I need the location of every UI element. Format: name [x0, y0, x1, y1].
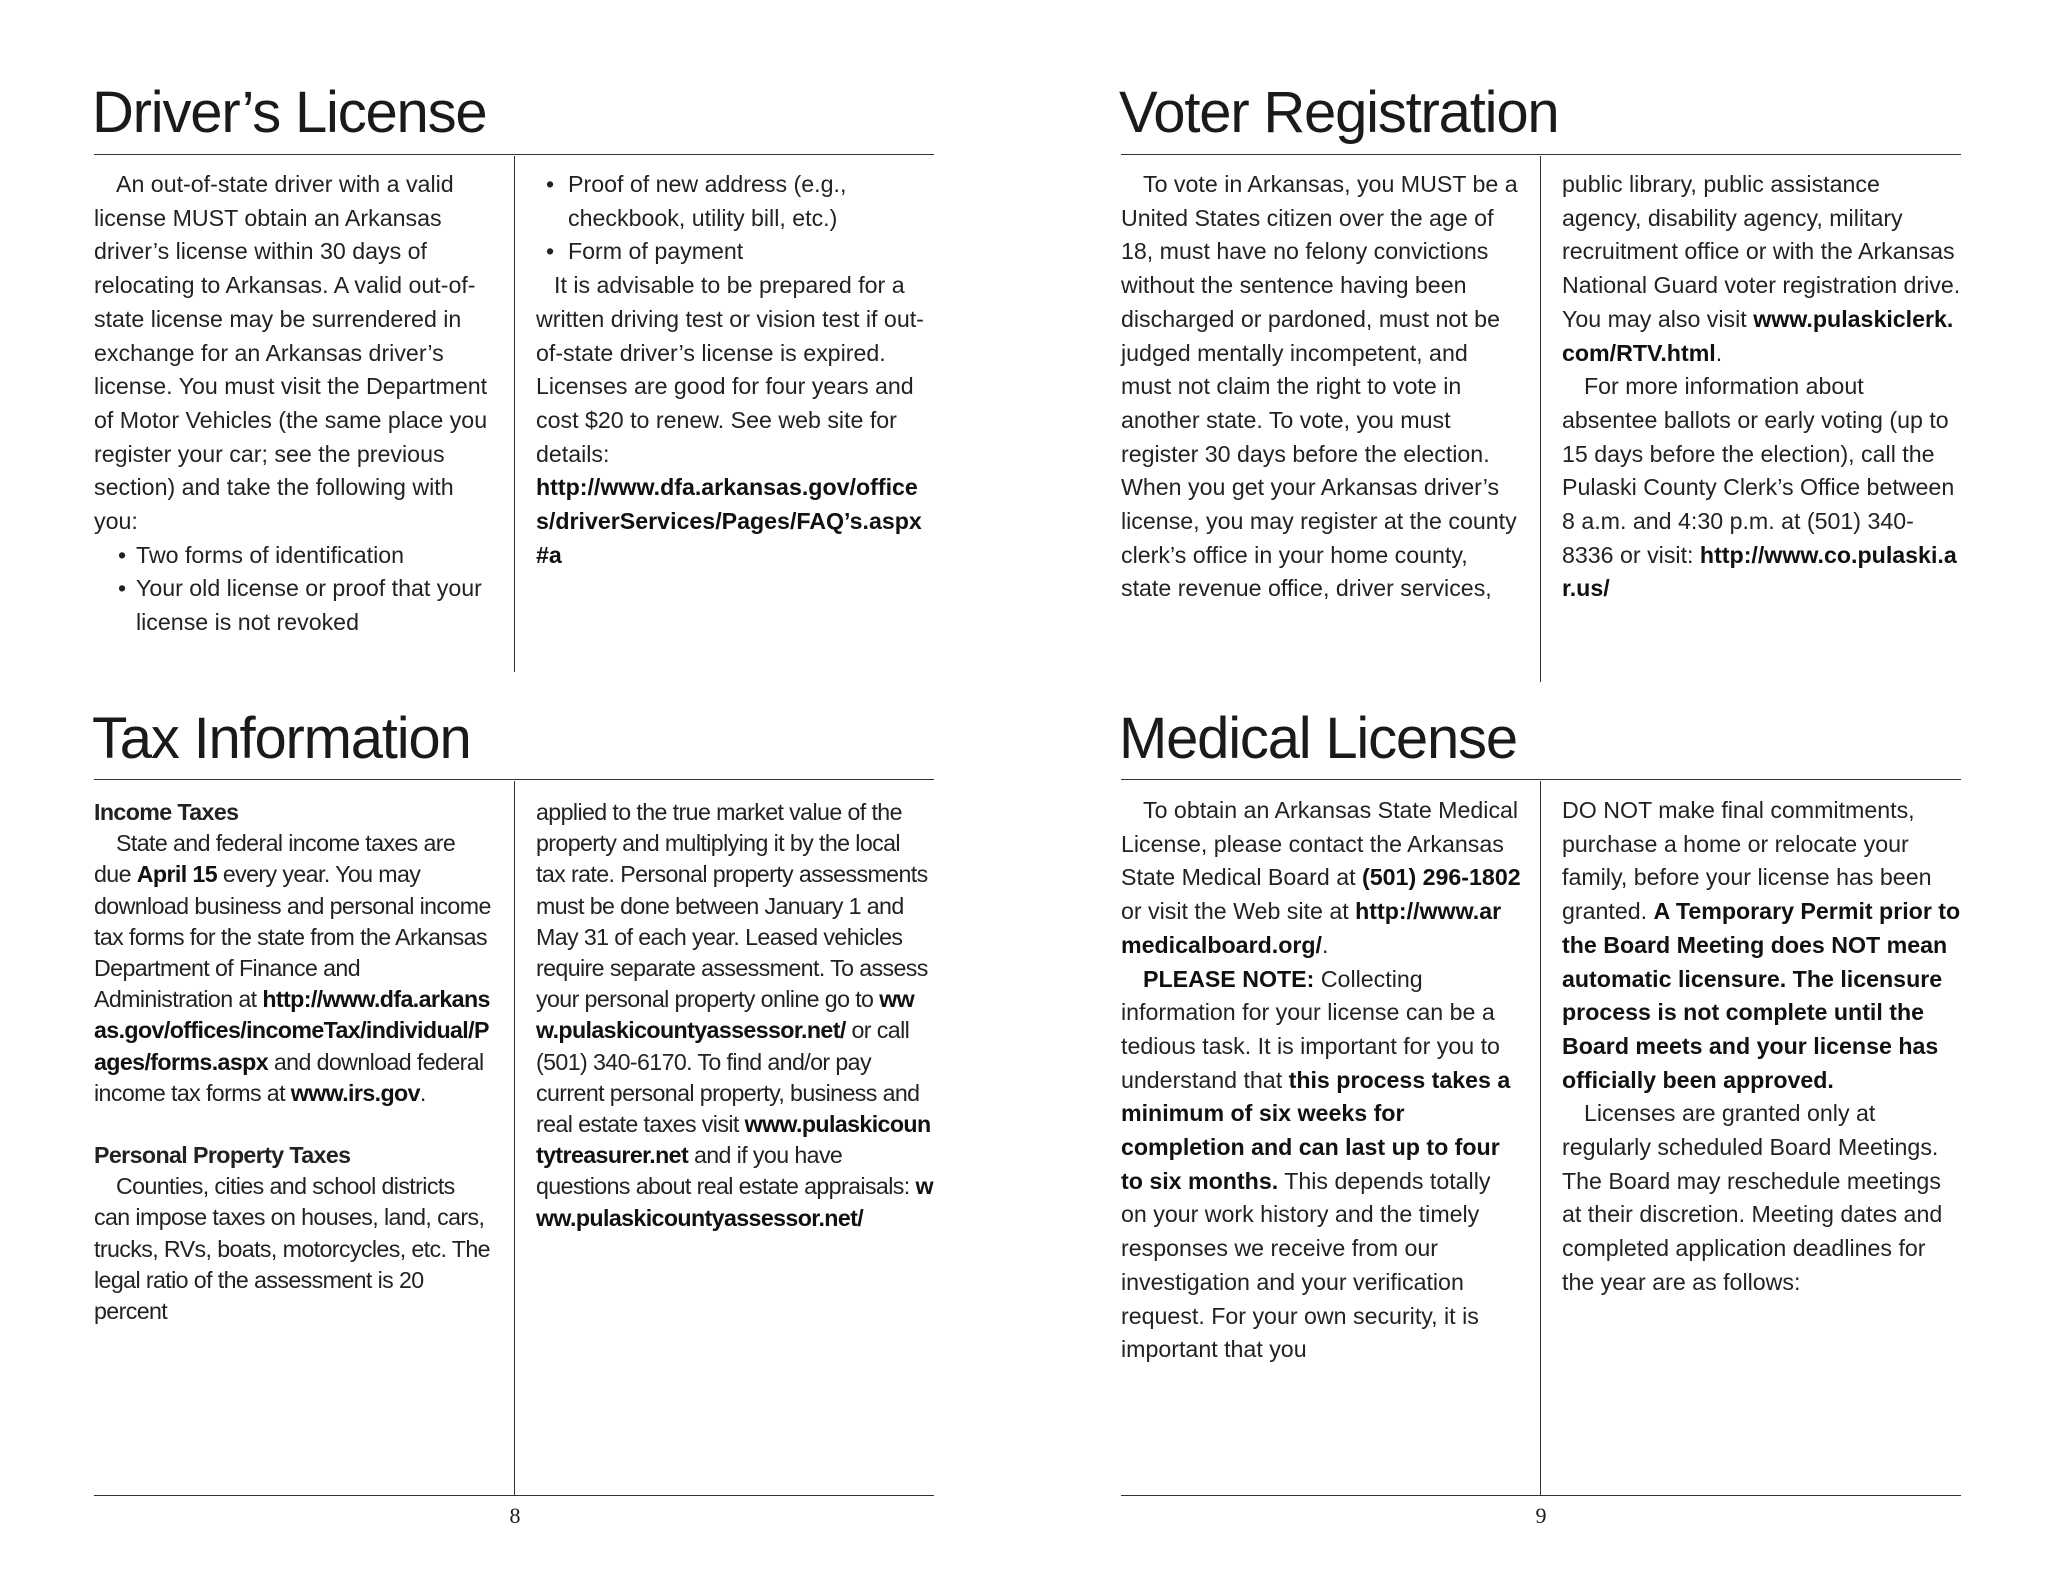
- dfa-faq-link[interactable]: http://www.dfa.arkansas.gov/offices/driverServices/Pages/FAQ’s.aspx#a: [536, 474, 922, 568]
- voter-eligibility-text: To vote in Arkansas, you MUST be a United States citizen over the age of 18, must have no felony convictions without the sentence having been discharged or pardoned, must not be judged mentally incompetent, and must not claim the right to vote in another state. To vote, you must register 30 days before the election. When you get your Arkansas driver’s license, you may register at the county clerk’s office in your home county, state revenue office, driver services,: [1121, 171, 1518, 602]
- medical-commitment-text: DO NOT make final commitments, purchase a home or relocate your family, before your license has been granted. A Temporary Permit prior to the Board Meeting does NOT mean automatic licensure. The licensure process is not complete until the Board meets and your license has officially been approved.: [1562, 797, 1961, 1093]
- column-divider: [514, 156, 515, 672]
- drivers-license-title: Driver’s License: [92, 80, 487, 145]
- bullet-item: • Form of payment: [546, 238, 744, 265]
- left-page: [94, 0, 934, 1582]
- irs-link[interactable]: www.irs.gov: [290, 1079, 420, 1106]
- tax-information-title: Tax Information: [92, 706, 471, 771]
- medical-board-link[interactable]: http://www.armedicalboard.org/: [1121, 898, 1502, 958]
- medical-board-phone: (501) 296-1802: [1362, 864, 1521, 891]
- voter-registration-title: Voter Registration: [1119, 80, 1559, 145]
- section-rule: [1121, 779, 1961, 780]
- drivers-license-intro: An out-of-state driver with a valid license MUST obtain an Arkansas driver’s license within 30 days of relocating to Arkansas. A valid out-of-state license may be surrendered in exchange for an Arkansas driver’s license. You must visit the Department of Motor Vehicles (the same place you register your car; see the previous section) and take the following with you:: [94, 171, 488, 535]
- voter-column-2: [1562, 168, 1961, 606]
- please-note-text: PLEASE NOTE: Collecting information for your license can be a tedious task. It is important for you to understand that this process takes a minimum of six weeks for completion and can last up to four to six months. This depends totally on your work history and the timely responses we receive from our investigation and your verification request. For your own security, it is important that you: [1121, 965, 1511, 1363]
- voter-column-1: [1121, 168, 1521, 606]
- medical-contact-text: To obtain an Arkansas State Medical License, please contact the Arkansas State Medical Board at (501) 296-1802 or visit the Web site at http://www.armedicalboard.org/.: [1121, 797, 1521, 958]
- column-divider: [514, 781, 515, 1495]
- pulaski-county-link[interactable]: http://www.co.pulaski.ar.us/: [1562, 541, 1957, 602]
- drivers-license-column-1: [94, 168, 494, 640]
- tax-column-2: [536, 797, 934, 1234]
- property-taxes-text: Counties, cities and school districts can impose taxes on houses, land, cars, trucks, RVs, boats, motorcycles, etc. The legal ratio of the assessment is 20 percent: [94, 1173, 490, 1325]
- right-page: [1121, 0, 1961, 1582]
- footer-rule: [94, 1495, 934, 1496]
- page-number: 8: [509, 1503, 521, 1528]
- medical-column-2: [1562, 794, 1961, 1300]
- column-divider: [1540, 781, 1541, 1495]
- drivers-license-text: It is advisable to be prepared for a written driving test or vision test if out-of-state driver’s license is expired. Licenses are good for four years and cost $20 to renew. See web site for details: http://www.dfa.arkansas.gov/offices/driverServices/Pages/FAQ’s.aspx#a: [536, 272, 924, 568]
- income-taxes-text: State and federal income taxes are due April 15 every year. You may download business and personal income tax forms for the state from the Arkansas Department of Finance and Administration at http://www.dfa.arkansas.gov/offices/incomeTax/individual/Pages/forms.aspx and download federal income tax forms at www.irs.gov.: [94, 830, 491, 1106]
- medical-column-1: [1121, 794, 1521, 1367]
- medical-license-title: Medical License: [1119, 706, 1517, 771]
- voter-registration-places: public library, public assistance agency, disability agency, military recruitment office or with the Arkansas National Guard voter registration drive. You may also visit www.pulaskiclerk.com/RTV.html.: [1562, 171, 1961, 366]
- section-rule: [1121, 154, 1961, 155]
- section-rule: [94, 154, 934, 155]
- tax-column-1: [94, 797, 496, 1327]
- property-taxes-continued: applied to the true market value of the property and multiplying it by the local tax rate. Personal property assessments must be done between January 1 and May 31 of each year. Leased vehicles require separate assessment. To assess your personal property online go to www.pulaskicountyassessor.net/ or call (501) 340-6170. To find and/or pay current personal property, business and real estate taxes visit www.pulaskicountytreasurer.net and if you have questions about real estate appraisals: www.pulaskicountyassessor.net/: [536, 799, 933, 1231]
- dfa-income-tax-link[interactable]: http://www.dfa.arkansas.gov/offices/incomeTax/individual/Pages/forms.aspx: [94, 986, 490, 1075]
- bullet-item: • Two forms of identification: [118, 541, 405, 568]
- bullet-item: • Proof of new address (e.g., checkbook, utility bill, etc.): [546, 171, 847, 231]
- column-divider: [1540, 156, 1541, 682]
- page-number: 9: [1535, 1503, 1547, 1528]
- assessor-appraisal-link[interactable]: www.pulaskicountyassessor.net/: [536, 1173, 933, 1231]
- bullet-item: • Your old license or proof that your license is not revoked: [118, 575, 482, 636]
- absentee-info: For more information about absentee ballots or early voting (up to 15 days before the election), call the Pulaski County Clerk’s Office between 8 a.m. and 4:30 p.m. at (501) 340-8336 or visit: http://www.co.pulaski.ar.us/: [1562, 373, 1957, 602]
- pulaski-clerk-link[interactable]: www.pulaskiclerk.com/RTV.html: [1562, 305, 1954, 366]
- property-taxes-heading: Personal Property Taxes: [94, 1142, 351, 1169]
- income-taxes-heading: Income Taxes: [94, 799, 239, 825]
- assessor-link[interactable]: www.pulaskicountyassessor.net/: [536, 986, 915, 1044]
- footer-rule: [1121, 1495, 1961, 1496]
- section-rule: [94, 779, 934, 780]
- drivers-license-column-2: [536, 168, 934, 572]
- medical-meetings-text: Licenses are granted only at regularly scheduled Board Meetings. The Board may reschedule meetings at their discretion. Meeting dates and completed application deadlines for the year are as follows:: [1562, 1100, 1943, 1295]
- treasurer-link[interactable]: www.pulaskicountytreasurer.net: [536, 1111, 931, 1169]
